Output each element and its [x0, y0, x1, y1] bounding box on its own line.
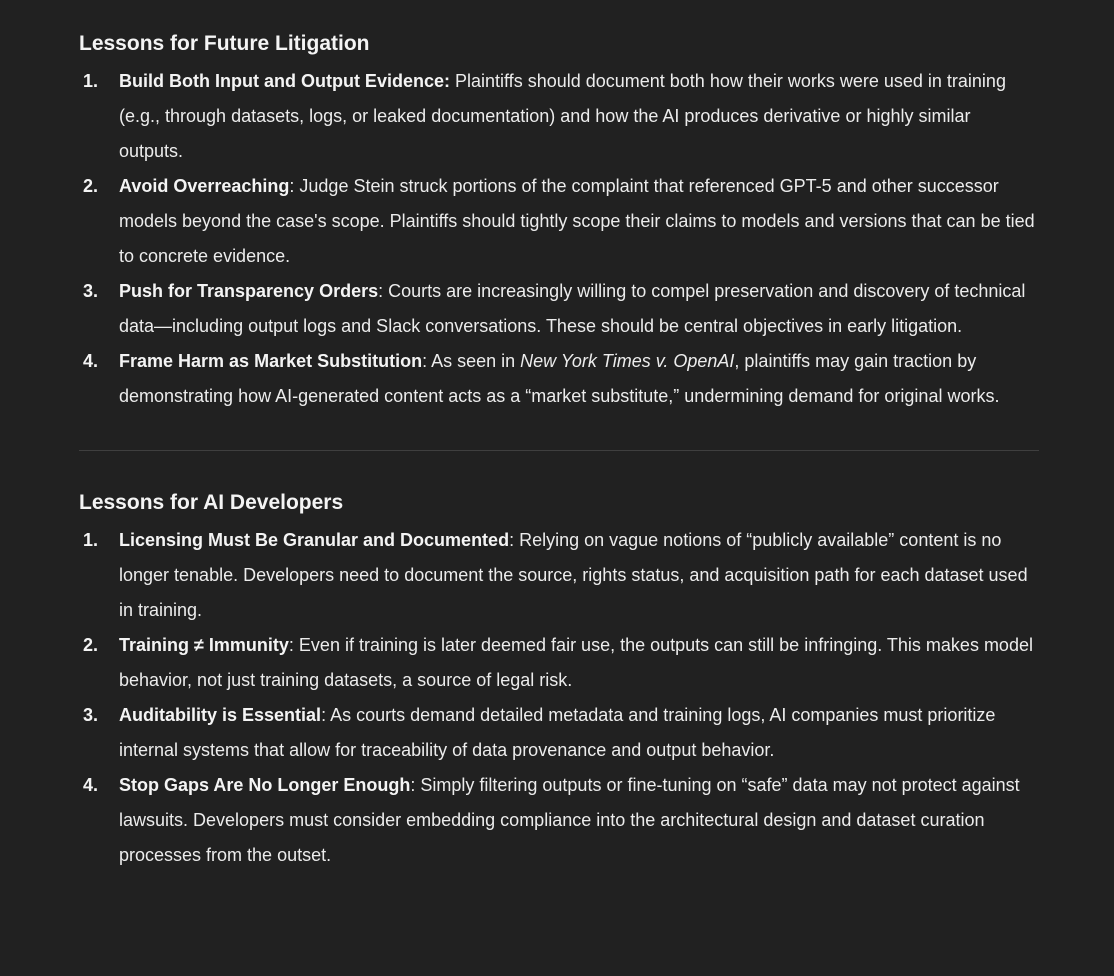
item-separator: :: [289, 176, 295, 196]
item-text: Courts are increasingly willing to compel preservation and discovery of technical data—including output logs and Slack conversations. These should be central objectives in early litigation.: [119, 281, 1026, 336]
future-litigation-list: [79, 64, 1039, 414]
item-number: 3.: [83, 705, 99, 725]
list-item: [79, 523, 1039, 628]
item-text: Relying on vague notions of “publicly available” content is no longer tenable. Developers need to document the source, rights status, and acquisition path for each dataset used in training.: [119, 530, 1028, 620]
item-number: 4.: [83, 351, 99, 371]
item-separator: :: [422, 351, 428, 371]
item-text: Plaintiffs should document both how their works were used in training (e.g., through datasets, logs, or leaked documentation) and how the AI produces derivative or highly similar outputs.: [119, 71, 1006, 161]
item-number: 2.: [83, 176, 99, 196]
item-text: As courts demand detailed metadata and training logs, AI companies must prioritize internal systems that allow for traceability of data provenance and output behavior.: [119, 705, 996, 760]
heading-future-litigation: Lessons for Future Litigation: [79, 32, 370, 55]
item-text-after: , plaintiffs may gain traction by demonstrating how AI-generated content acts as a “market substitute,” undermining demand for original works.: [119, 351, 1000, 406]
list-item: [79, 628, 1039, 698]
item-text-before: As seen in: [427, 351, 521, 371]
item-number: 4.: [83, 775, 99, 795]
item-number: 1.: [83, 71, 99, 91]
case-citation: New York Times v. OpenAI: [520, 351, 735, 371]
list-item: [79, 169, 1039, 274]
ai-developers-list: [79, 523, 1039, 873]
item-number: 3.: [83, 281, 99, 301]
item-number: 1.: [83, 530, 99, 550]
item-separator: :: [288, 635, 294, 655]
item-text: Judge Stein struck portions of the complaint that referenced GPT-5 and other successor models beyond the case's scope. Plaintiffs should tightly scope their claims to models and versions that can be tied to concrete evidence.: [119, 176, 1035, 266]
item-term: Licensing Must Be Granular and Documented: [119, 530, 510, 550]
item-term: Stop Gaps Are No Longer Enough: [119, 775, 411, 795]
item-number: 2.: [83, 635, 99, 655]
list-item: [79, 698, 1039, 768]
list-item: [79, 344, 1039, 414]
item-term: Build Both Input and Output Evidence: [119, 71, 444, 91]
response-content: [79, 28, 1039, 873]
item-text: Simply filtering outputs or fine-tuning on “safe” data may not protect against lawsuits. Developers must consider embedding compliance into the architectural design and dataset curation processes from the outset.: [119, 775, 1020, 865]
item-separator: :: [443, 71, 450, 91]
item-separator: :: [509, 530, 515, 550]
item-separator: :: [410, 775, 416, 795]
item-term: Avoid Overreaching: [119, 176, 290, 196]
item-text: Even if training is later deemed fair use, the outputs can still be infringing. This makes model behavior, not just training datasets, a source of legal risk.: [119, 635, 1033, 690]
list-item: [79, 768, 1039, 873]
section-divider: [79, 450, 1039, 451]
list-item: [79, 274, 1039, 344]
item-term: Training ≠ Immunity: [119, 635, 289, 655]
heading-ai-developers: Lessons for AI Developers: [79, 491, 344, 514]
item-term: Auditability is Essential: [119, 705, 322, 725]
item-term: Frame Harm as Market Substitution: [119, 351, 423, 371]
item-separator: :: [321, 705, 327, 725]
list-item: [79, 64, 1039, 169]
item-term: Push for Transparency Orders: [119, 281, 379, 301]
item-separator: :: [378, 281, 384, 301]
